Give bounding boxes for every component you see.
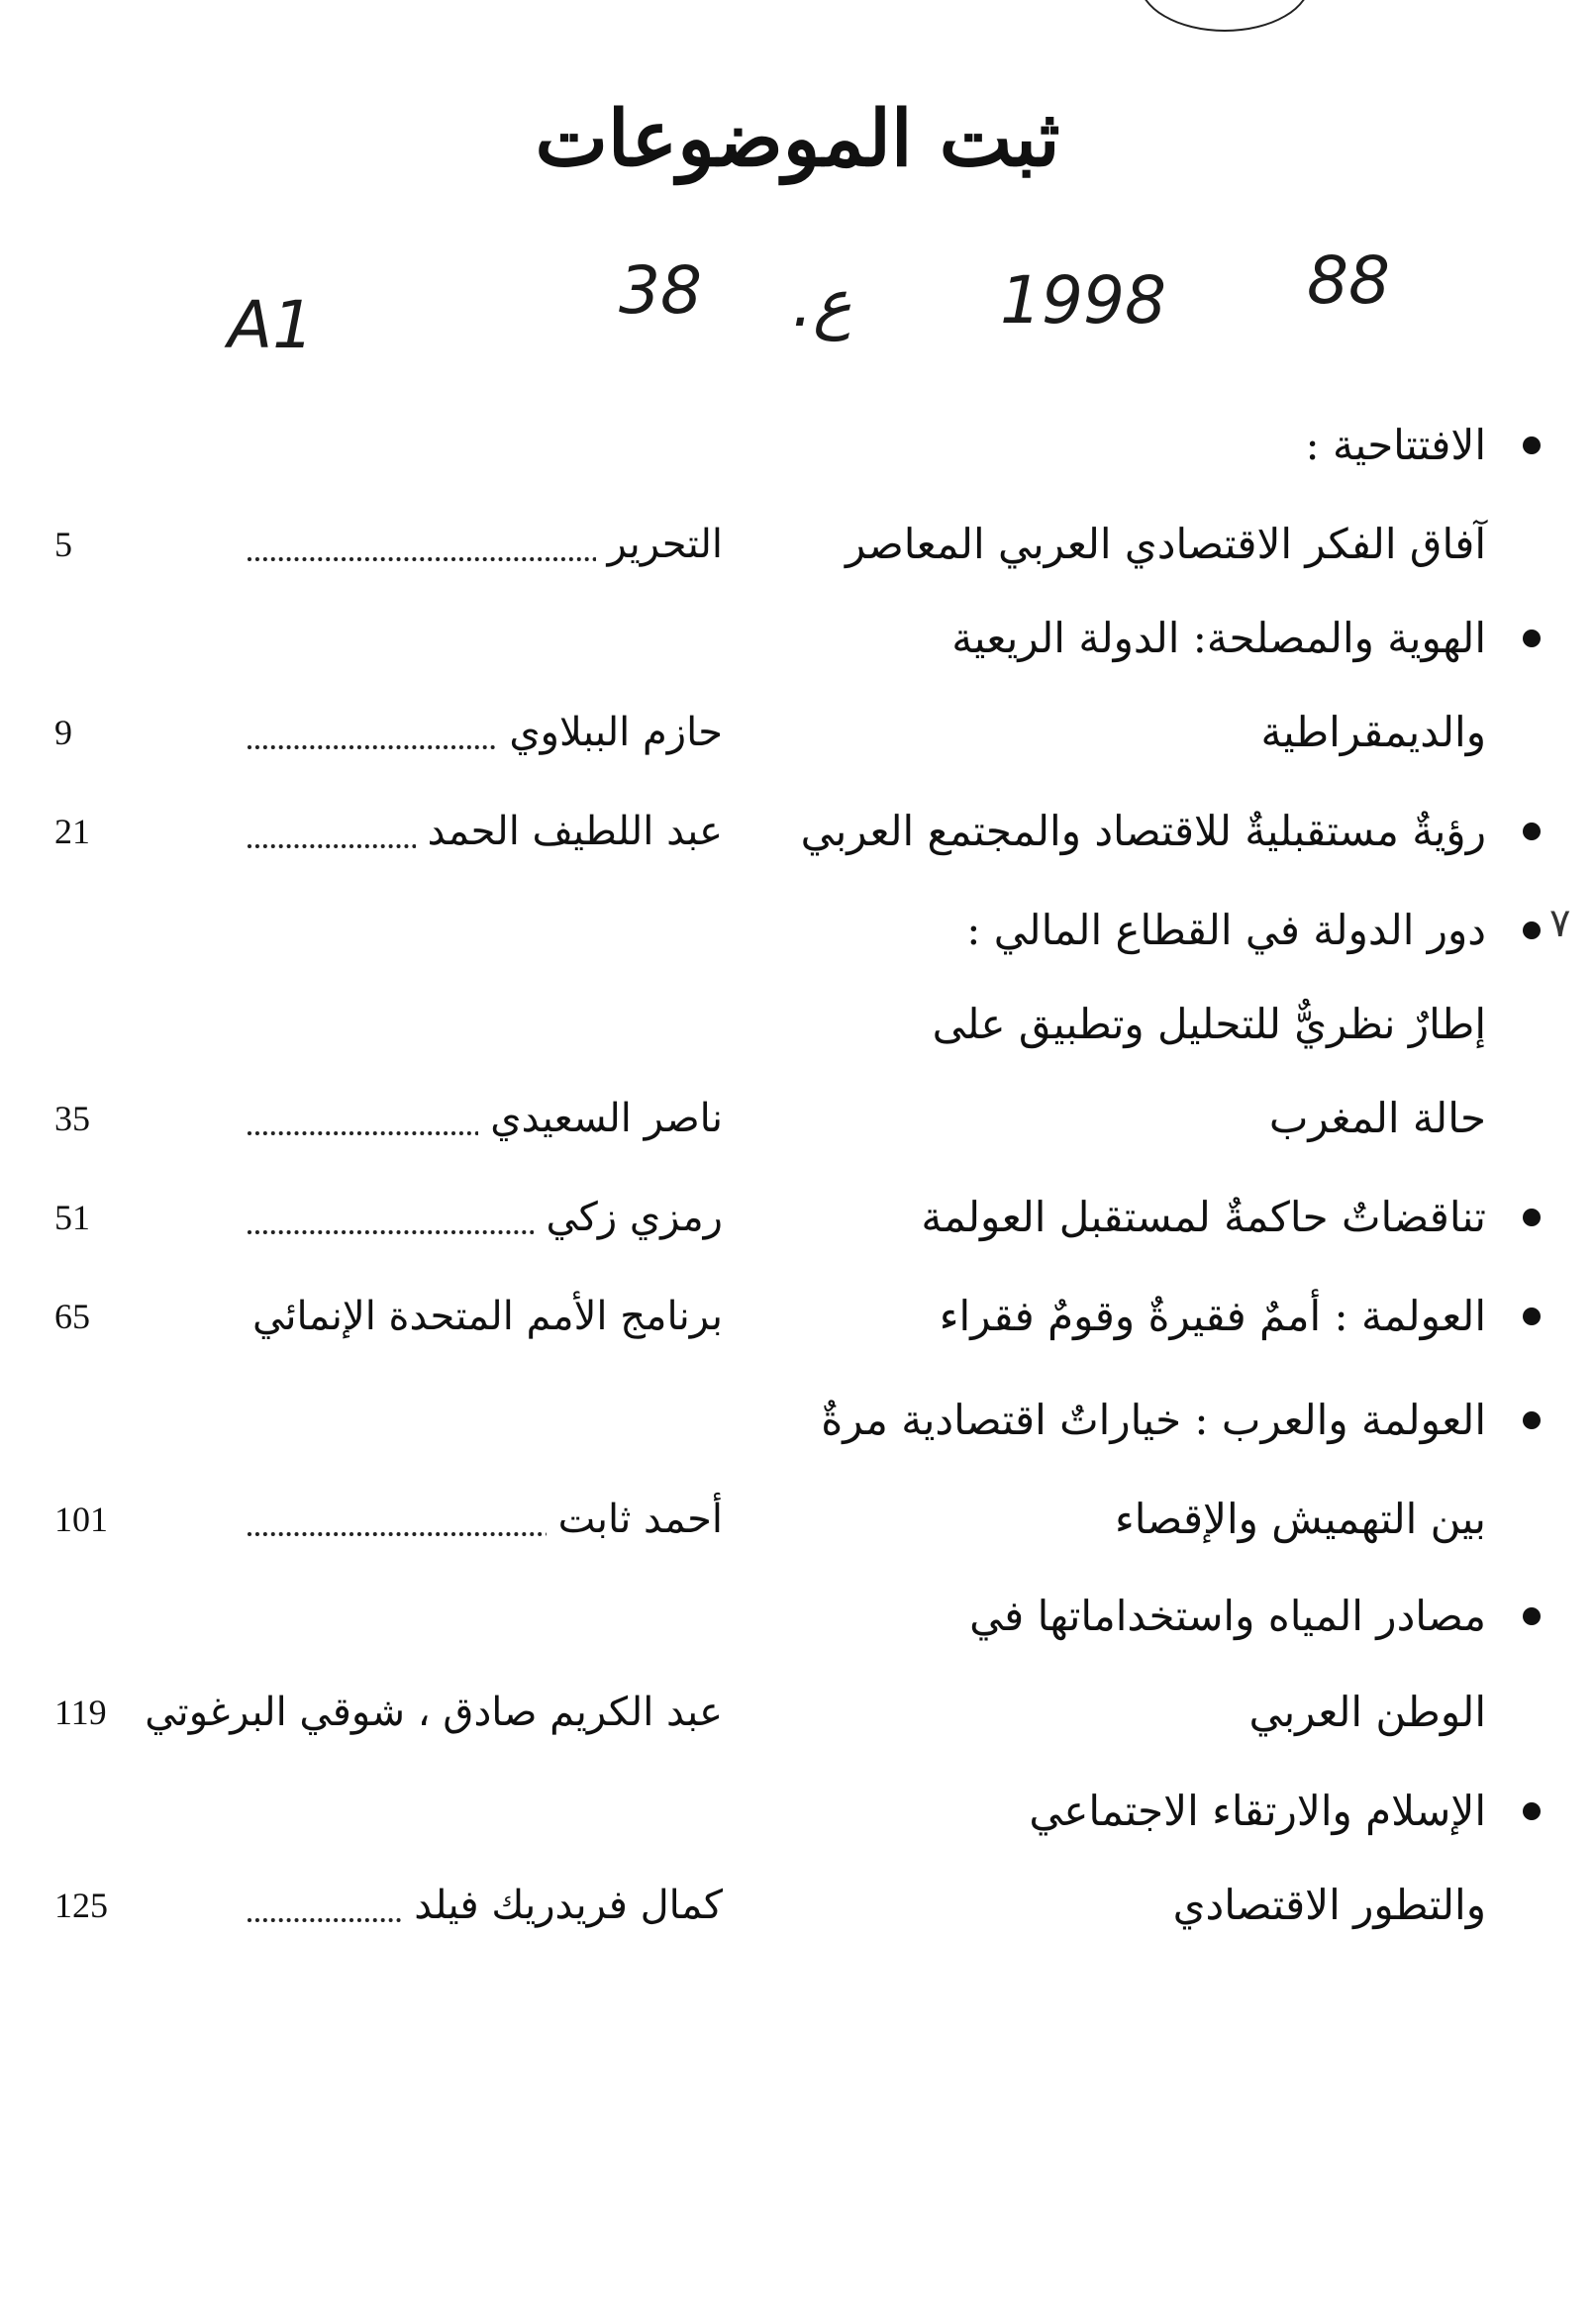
toc-page-number: 125 bbox=[54, 1886, 108, 1925]
toc-row bbox=[0, 1183, 1595, 1252]
toc-author: عبد اللطيف الحمد bbox=[119, 797, 723, 866]
toc-title: حالة المغرب bbox=[1268, 1094, 1486, 1142]
toc-title: الإسلام والارتقاء الاجتماعي bbox=[1029, 1787, 1486, 1835]
page-title: ثبت الموضوعات bbox=[535, 94, 1060, 184]
toc-title: والتطور الاقتصادي bbox=[1172, 1881, 1486, 1929]
toc-author: عبد الكريم صادق ، شوقي البرغوتي bbox=[119, 1678, 723, 1747]
toc-author: حازم الببلاوي bbox=[119, 698, 723, 767]
toc-author: رمزي زكي bbox=[119, 1183, 723, 1252]
toc-row bbox=[0, 1678, 1595, 1747]
toc-row bbox=[0, 604, 1595, 673]
bullet-icon bbox=[1523, 1307, 1541, 1325]
toc-page-number: 21 bbox=[54, 812, 90, 851]
toc-title: الوطن العربي bbox=[1248, 1688, 1486, 1736]
toc-row bbox=[0, 1485, 1595, 1554]
toc-row bbox=[0, 1777, 1595, 1846]
toc-page-number: 9 bbox=[54, 713, 72, 752]
toc-title: والديمقراطية bbox=[1260, 708, 1486, 756]
toc-page-number: 101 bbox=[54, 1500, 108, 1539]
handwritten-separator: .ع bbox=[792, 265, 852, 341]
bullet-icon bbox=[1523, 436, 1541, 454]
toc-author: ناصر السعيدي bbox=[119, 1084, 723, 1153]
bullet-icon bbox=[1523, 629, 1541, 647]
bullet-icon bbox=[1523, 1607, 1541, 1625]
toc-row bbox=[0, 896, 1595, 965]
toc-row bbox=[0, 1582, 1595, 1651]
bullet-icon bbox=[1523, 1802, 1541, 1820]
handwritten-number: 38 bbox=[619, 252, 702, 329]
toc-title: دور الدولة في القطاع المالي : bbox=[966, 906, 1486, 954]
toc-title: إطارٌ نظريٌّ للتحليل وتطبيق على bbox=[932, 1000, 1486, 1048]
bullet-icon bbox=[1523, 921, 1541, 939]
toc-page-number: 51 bbox=[54, 1198, 90, 1237]
toc-title: رؤيةٌ مستقبليةٌ للاقتصاد والمجتمع العربي bbox=[800, 807, 1486, 855]
toc-row bbox=[0, 1084, 1595, 1153]
margin-mark: ٧ bbox=[1549, 901, 1571, 946]
toc-row bbox=[0, 1386, 1595, 1455]
toc-row bbox=[0, 510, 1595, 579]
toc-title: آفاق الفكر الاقتصادي العربي المعاصر bbox=[845, 520, 1486, 568]
toc-row bbox=[0, 698, 1595, 767]
bullet-icon bbox=[1523, 1209, 1541, 1226]
toc-title: الافتتاحية : bbox=[1305, 421, 1486, 469]
toc-page-number: 65 bbox=[54, 1297, 90, 1336]
handwritten-issue: 88 bbox=[1307, 242, 1390, 319]
stamp-arc bbox=[1139, 0, 1311, 32]
bullet-icon bbox=[1523, 823, 1541, 840]
toc-author: كمال فريدريك فيلد bbox=[119, 1871, 723, 1940]
toc-title: مصادر المياه واستخداماتها في bbox=[969, 1592, 1486, 1640]
toc-row bbox=[0, 411, 1595, 480]
toc-author: أحمد ثابت bbox=[119, 1485, 723, 1554]
bullet-icon bbox=[1523, 1411, 1541, 1429]
toc-page-number: 35 bbox=[54, 1099, 90, 1138]
toc-row bbox=[0, 797, 1595, 866]
toc-author: برنامج الأمم المتحدة الإنمائي bbox=[119, 1282, 723, 1351]
handwritten-code: A1 bbox=[228, 287, 315, 363]
toc-title: العولمة والعرب : خياراتٌ اقتصادية مرةٌ bbox=[821, 1396, 1486, 1444]
toc-row bbox=[0, 1282, 1595, 1351]
toc-title: تناقضاتٌ حاكمةٌ لمستقبل العولمة bbox=[921, 1193, 1486, 1241]
toc-row bbox=[0, 990, 1595, 1059]
toc-title: بين التهميش والإقصاء bbox=[1115, 1495, 1486, 1543]
toc-title: العولمة : أممٌ فقيرةٌ وقومٌ فقراء bbox=[939, 1292, 1486, 1340]
toc-page-number: 5 bbox=[54, 525, 72, 564]
toc-title: الهوية والمصلحة: الدولة الريعية bbox=[951, 614, 1486, 662]
toc-author: التحرير bbox=[119, 510, 723, 579]
handwritten-year: 1998 bbox=[1000, 262, 1166, 339]
toc-row bbox=[0, 1871, 1595, 1940]
toc-page-number: 119 bbox=[54, 1693, 107, 1732]
